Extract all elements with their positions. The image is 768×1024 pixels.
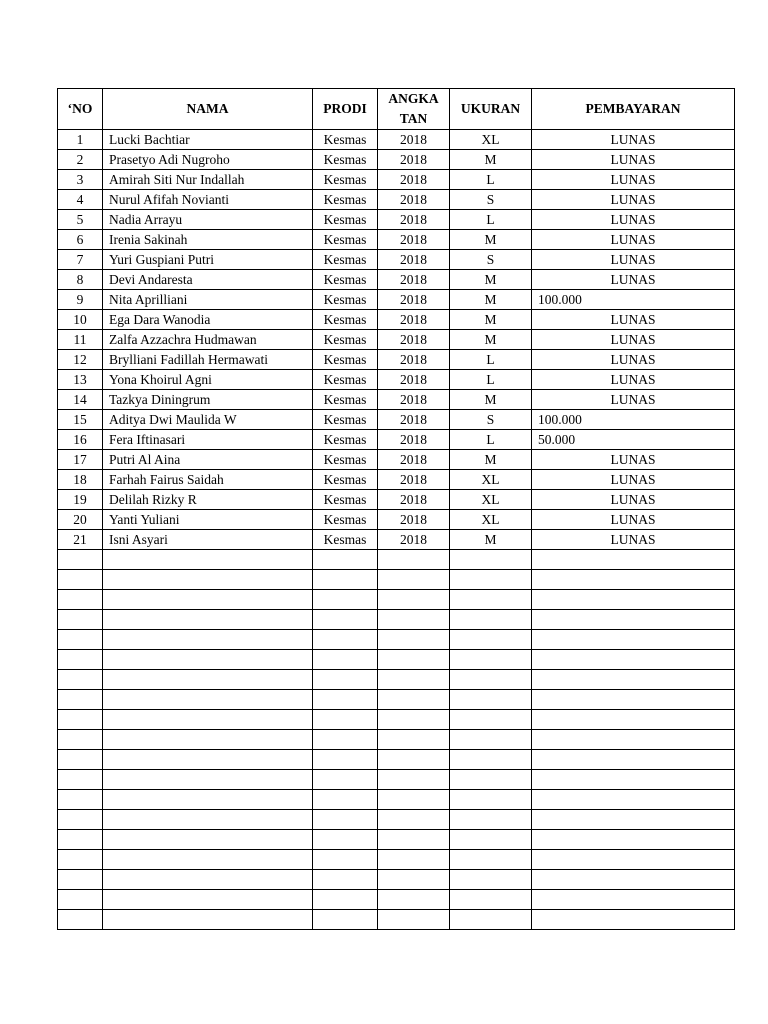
cell-no: 19 [58, 490, 103, 510]
table-row [58, 250, 735, 270]
empty-cell [58, 910, 103, 930]
empty-cell [58, 850, 103, 870]
empty-table-row [58, 590, 735, 610]
table-row [58, 430, 735, 450]
table-row [58, 270, 735, 290]
empty-cell [450, 750, 532, 770]
empty-cell [450, 550, 532, 570]
empty-table-row [58, 570, 735, 590]
empty-table-row [58, 730, 735, 750]
cell-angkatan: 2018 [378, 350, 450, 370]
cell-pembayaran: LUNAS [532, 170, 735, 190]
cell-pembayaran: LUNAS [532, 330, 735, 350]
empty-cell [450, 910, 532, 930]
empty-cell [313, 670, 378, 690]
empty-cell [378, 830, 450, 850]
empty-cell [450, 770, 532, 790]
empty-cell [58, 810, 103, 830]
cell-angkatan: 2018 [378, 130, 450, 150]
cell-pembayaran: 100.000 [532, 290, 735, 310]
empty-cell [532, 710, 735, 730]
cell-pembayaran: LUNAS [532, 270, 735, 290]
cell-prodi: Kesmas [313, 250, 378, 270]
empty-cell [58, 650, 103, 670]
empty-table-row [58, 890, 735, 910]
empty-cell [378, 890, 450, 910]
cell-prodi: Kesmas [313, 510, 378, 530]
empty-cell [313, 770, 378, 790]
empty-cell [313, 850, 378, 870]
empty-cell [378, 570, 450, 590]
table-header [58, 89, 735, 130]
table-row [58, 170, 735, 190]
empty-cell [103, 770, 313, 790]
cell-nama: Nadia Arrayu [103, 210, 313, 230]
empty-cell [313, 750, 378, 770]
empty-cell [313, 690, 378, 710]
cell-prodi: Kesmas [313, 130, 378, 150]
empty-cell [313, 830, 378, 850]
cell-prodi: Kesmas [313, 350, 378, 370]
cell-no: 3 [58, 170, 103, 190]
cell-nama: Nita Aprilliani [103, 290, 313, 310]
empty-cell [532, 870, 735, 890]
empty-cell [450, 630, 532, 650]
cell-ukuran: XL [450, 130, 532, 150]
cell-angkatan: 2018 [378, 250, 450, 270]
cell-pembayaran: LUNAS [532, 490, 735, 510]
empty-cell [532, 830, 735, 850]
table-row [58, 330, 735, 350]
empty-table-row [58, 550, 735, 570]
cell-nama: Lucki Bachtiar [103, 130, 313, 150]
empty-cell [532, 630, 735, 650]
cell-angkatan: 2018 [378, 290, 450, 310]
empty-cell [532, 570, 735, 590]
empty-cell [378, 590, 450, 610]
empty-cell [313, 890, 378, 910]
empty-cell [378, 870, 450, 890]
empty-cell [532, 810, 735, 830]
cell-no: 12 [58, 350, 103, 370]
cell-ukuran: M [450, 230, 532, 250]
cell-pembayaran: LUNAS [532, 470, 735, 490]
cell-prodi: Kesmas [313, 230, 378, 250]
cell-pembayaran: LUNAS [532, 450, 735, 470]
cell-no: 14 [58, 390, 103, 410]
empty-cell [378, 630, 450, 650]
empty-cell [450, 810, 532, 830]
cell-nama: Yona Khoirul Agni [103, 370, 313, 390]
header-angkatan-line2: TAN [399, 111, 428, 126]
header-ukuran: UKURAN [450, 89, 532, 130]
cell-ukuran: S [450, 410, 532, 430]
empty-cell [58, 830, 103, 850]
empty-cell [103, 630, 313, 650]
cell-no: 8 [58, 270, 103, 290]
empty-cell [532, 770, 735, 790]
empty-cell [378, 750, 450, 770]
empty-cell [103, 830, 313, 850]
header-row [58, 89, 735, 130]
cell-ukuran: L [450, 170, 532, 190]
cell-no: 10 [58, 310, 103, 330]
empty-cell [58, 610, 103, 630]
cell-pembayaran: LUNAS [532, 210, 735, 230]
table-body [58, 130, 735, 930]
cell-angkatan: 2018 [378, 210, 450, 230]
empty-cell [103, 750, 313, 770]
empty-table-row [58, 610, 735, 630]
table-row [58, 450, 735, 470]
cell-angkatan: 2018 [378, 310, 450, 330]
cell-no: 21 [58, 530, 103, 550]
table-row [58, 130, 735, 150]
empty-cell [103, 690, 313, 710]
empty-cell [378, 670, 450, 690]
cell-nama: Amirah Siti Nur Indallah [103, 170, 313, 190]
cell-prodi: Kesmas [313, 470, 378, 490]
cell-angkatan: 2018 [378, 230, 450, 250]
cell-ukuran: S [450, 190, 532, 210]
header-pembayaran: PEMBAYARAN [532, 89, 735, 130]
cell-nama: Brylliani Fadillah Hermawati [103, 350, 313, 370]
cell-angkatan: 2018 [378, 170, 450, 190]
cell-angkatan: 2018 [378, 470, 450, 490]
empty-cell [378, 810, 450, 830]
cell-angkatan: 2018 [378, 510, 450, 530]
empty-cell [313, 610, 378, 630]
empty-cell [313, 790, 378, 810]
cell-angkatan: 2018 [378, 530, 450, 550]
cell-no: 2 [58, 150, 103, 170]
cell-no: 11 [58, 330, 103, 350]
cell-angkatan: 2018 [378, 150, 450, 170]
empty-cell [450, 730, 532, 750]
cell-prodi: Kesmas [313, 390, 378, 410]
cell-pembayaran: LUNAS [532, 130, 735, 150]
empty-cell [532, 590, 735, 610]
empty-cell [58, 670, 103, 690]
cell-ukuran: M [450, 530, 532, 550]
cell-pembayaran: LUNAS [532, 310, 735, 330]
table-row [58, 310, 735, 330]
table-row [58, 230, 735, 250]
empty-cell [103, 910, 313, 930]
cell-no: 4 [58, 190, 103, 210]
empty-cell [103, 710, 313, 730]
header-angkatan [378, 89, 450, 130]
cell-prodi: Kesmas [313, 410, 378, 430]
empty-table-row [58, 630, 735, 650]
cell-nama: Farhah Fairus Saidah [103, 470, 313, 490]
cell-prodi: Kesmas [313, 430, 378, 450]
empty-table-row [58, 670, 735, 690]
cell-pembayaran: LUNAS [532, 150, 735, 170]
empty-table-row [58, 650, 735, 670]
cell-angkatan: 2018 [378, 330, 450, 350]
cell-no: 18 [58, 470, 103, 490]
cell-angkatan: 2018 [378, 410, 450, 430]
cell-ukuran: XL [450, 470, 532, 490]
cell-prodi: Kesmas [313, 370, 378, 390]
table-row [58, 410, 735, 430]
cell-ukuran: M [450, 310, 532, 330]
cell-prodi: Kesmas [313, 190, 378, 210]
empty-cell [450, 830, 532, 850]
empty-cell [103, 870, 313, 890]
empty-cell [313, 590, 378, 610]
cell-no: 16 [58, 430, 103, 450]
cell-prodi: Kesmas [313, 270, 378, 290]
table-row [58, 190, 735, 210]
empty-cell [450, 670, 532, 690]
cell-nama: Fera Iftinasari [103, 430, 313, 450]
cell-nama: Yanti Yuliani [103, 510, 313, 530]
empty-cell [378, 730, 450, 750]
cell-angkatan: 2018 [378, 490, 450, 510]
empty-table-row [58, 750, 735, 770]
empty-cell [532, 910, 735, 930]
empty-table-row [58, 710, 735, 730]
cell-nama: Aditya Dwi Maulida W [103, 410, 313, 430]
cell-prodi: Kesmas [313, 330, 378, 350]
empty-table-row [58, 830, 735, 850]
header-nama: NAMA [103, 89, 313, 130]
table-row [58, 150, 735, 170]
empty-cell [103, 570, 313, 590]
empty-table-row [58, 870, 735, 890]
empty-cell [313, 650, 378, 670]
empty-cell [103, 670, 313, 690]
empty-cell [58, 890, 103, 910]
empty-cell [103, 790, 313, 810]
empty-cell [378, 770, 450, 790]
empty-cell [532, 670, 735, 690]
empty-cell [532, 750, 735, 770]
empty-cell [313, 730, 378, 750]
empty-cell [58, 590, 103, 610]
cell-nama: Prasetyo Adi Nugroho [103, 150, 313, 170]
cell-angkatan: 2018 [378, 450, 450, 470]
empty-cell [450, 570, 532, 590]
cell-nama: Yuri Guspiani Putri [103, 250, 313, 270]
empty-cell [313, 570, 378, 590]
empty-cell [58, 550, 103, 570]
empty-cell [532, 690, 735, 710]
cell-ukuran: XL [450, 510, 532, 530]
empty-cell [58, 690, 103, 710]
empty-table-row [58, 910, 735, 930]
cell-ukuran: L [450, 210, 532, 230]
cell-nama: Isni Asyari [103, 530, 313, 550]
table-row [58, 490, 735, 510]
empty-cell [313, 550, 378, 570]
header-prodi: PRODI [313, 89, 378, 130]
empty-cell [103, 610, 313, 630]
cell-no: 9 [58, 290, 103, 310]
empty-cell [378, 650, 450, 670]
empty-cell [58, 770, 103, 790]
table-row [58, 290, 735, 310]
empty-cell [378, 710, 450, 730]
cell-ukuran: L [450, 370, 532, 390]
cell-prodi: Kesmas [313, 450, 378, 470]
empty-cell [103, 550, 313, 570]
empty-cell [313, 870, 378, 890]
empty-cell [532, 730, 735, 750]
empty-cell [532, 550, 735, 570]
empty-cell [378, 790, 450, 810]
cell-ukuran: XL [450, 490, 532, 510]
empty-cell [103, 650, 313, 670]
cell-angkatan: 2018 [378, 370, 450, 390]
table-row [58, 510, 735, 530]
cell-pembayaran: LUNAS [532, 370, 735, 390]
empty-cell [58, 870, 103, 890]
cell-prodi: Kesmas [313, 210, 378, 230]
empty-cell [58, 750, 103, 770]
cell-nama: Zalfa Azzachra Hudmawan [103, 330, 313, 350]
empty-cell [450, 650, 532, 670]
cell-pembayaran: LUNAS [532, 250, 735, 270]
empty-cell [103, 810, 313, 830]
empty-cell [313, 710, 378, 730]
cell-nama: Nurul Afifah Novianti [103, 190, 313, 210]
cell-no: 6 [58, 230, 103, 250]
empty-cell [532, 890, 735, 910]
cell-prodi: Kesmas [313, 530, 378, 550]
cell-prodi: Kesmas [313, 490, 378, 510]
empty-table-row [58, 850, 735, 870]
cell-ukuran: M [450, 290, 532, 310]
empty-cell [103, 730, 313, 750]
empty-cell [532, 650, 735, 670]
empty-table-row [58, 770, 735, 790]
cell-ukuran: L [450, 350, 532, 370]
empty-cell [450, 710, 532, 730]
cell-pembayaran: LUNAS [532, 530, 735, 550]
empty-cell [450, 890, 532, 910]
cell-angkatan: 2018 [378, 270, 450, 290]
empty-cell [378, 910, 450, 930]
cell-nama: Devi Andaresta [103, 270, 313, 290]
empty-cell [532, 850, 735, 870]
empty-cell [450, 590, 532, 610]
cell-no: 7 [58, 250, 103, 270]
cell-nama: Irenia Sakinah [103, 230, 313, 250]
empty-cell [58, 790, 103, 810]
participant-table [57, 88, 735, 930]
cell-ukuran: L [450, 430, 532, 450]
table-row [58, 530, 735, 550]
cell-ukuran: M [450, 330, 532, 350]
empty-cell [313, 630, 378, 650]
cell-no: 1 [58, 130, 103, 150]
table-row [58, 210, 735, 230]
cell-no: 15 [58, 410, 103, 430]
cell-pembayaran: 50.000 [532, 430, 735, 450]
empty-cell [58, 730, 103, 750]
table-row [58, 470, 735, 490]
cell-nama: Delilah Rizky R [103, 490, 313, 510]
cell-no: 17 [58, 450, 103, 470]
cell-ukuran: M [450, 270, 532, 290]
cell-no: 5 [58, 210, 103, 230]
cell-angkatan: 2018 [378, 190, 450, 210]
cell-pembayaran: LUNAS [532, 350, 735, 370]
table-row [58, 390, 735, 410]
cell-pembayaran: LUNAS [532, 190, 735, 210]
cell-prodi: Kesmas [313, 310, 378, 330]
empty-cell [313, 810, 378, 830]
header-angkatan-line1: ANGKA [388, 91, 439, 106]
empty-cell [450, 870, 532, 890]
cell-prodi: Kesmas [313, 150, 378, 170]
empty-table-row [58, 690, 735, 710]
empty-cell [378, 850, 450, 870]
empty-cell [450, 790, 532, 810]
cell-no: 20 [58, 510, 103, 530]
cell-angkatan: 2018 [378, 390, 450, 410]
header-no: ‘NO [58, 89, 103, 130]
empty-cell [378, 550, 450, 570]
empty-cell [450, 850, 532, 870]
cell-pembayaran: LUNAS [532, 390, 735, 410]
empty-cell [532, 610, 735, 630]
empty-table-row [58, 810, 735, 830]
empty-cell [450, 610, 532, 630]
cell-ukuran: M [450, 450, 532, 470]
table-row [58, 370, 735, 390]
cell-ukuran: S [450, 250, 532, 270]
cell-pembayaran: 100.000 [532, 410, 735, 430]
empty-cell [58, 570, 103, 590]
empty-cell [378, 610, 450, 630]
empty-cell [450, 690, 532, 710]
cell-angkatan: 2018 [378, 430, 450, 450]
empty-cell [313, 910, 378, 930]
empty-cell [103, 590, 313, 610]
cell-nama: Tazkya Diningrum [103, 390, 313, 410]
cell-pembayaran: LUNAS [532, 510, 735, 530]
empty-table-row [58, 790, 735, 810]
empty-cell [378, 690, 450, 710]
empty-cell [103, 850, 313, 870]
cell-pembayaran: LUNAS [532, 230, 735, 250]
cell-no: 13 [58, 370, 103, 390]
table-row [58, 350, 735, 370]
cell-nama: Putri Al Aina [103, 450, 313, 470]
cell-prodi: Kesmas [313, 290, 378, 310]
cell-nama: Ega Dara Wanodia [103, 310, 313, 330]
empty-cell [58, 710, 103, 730]
cell-ukuran: M [450, 390, 532, 410]
cell-prodi: Kesmas [313, 170, 378, 190]
empty-cell [532, 790, 735, 810]
empty-cell [103, 890, 313, 910]
cell-ukuran: M [450, 150, 532, 170]
empty-cell [58, 630, 103, 650]
